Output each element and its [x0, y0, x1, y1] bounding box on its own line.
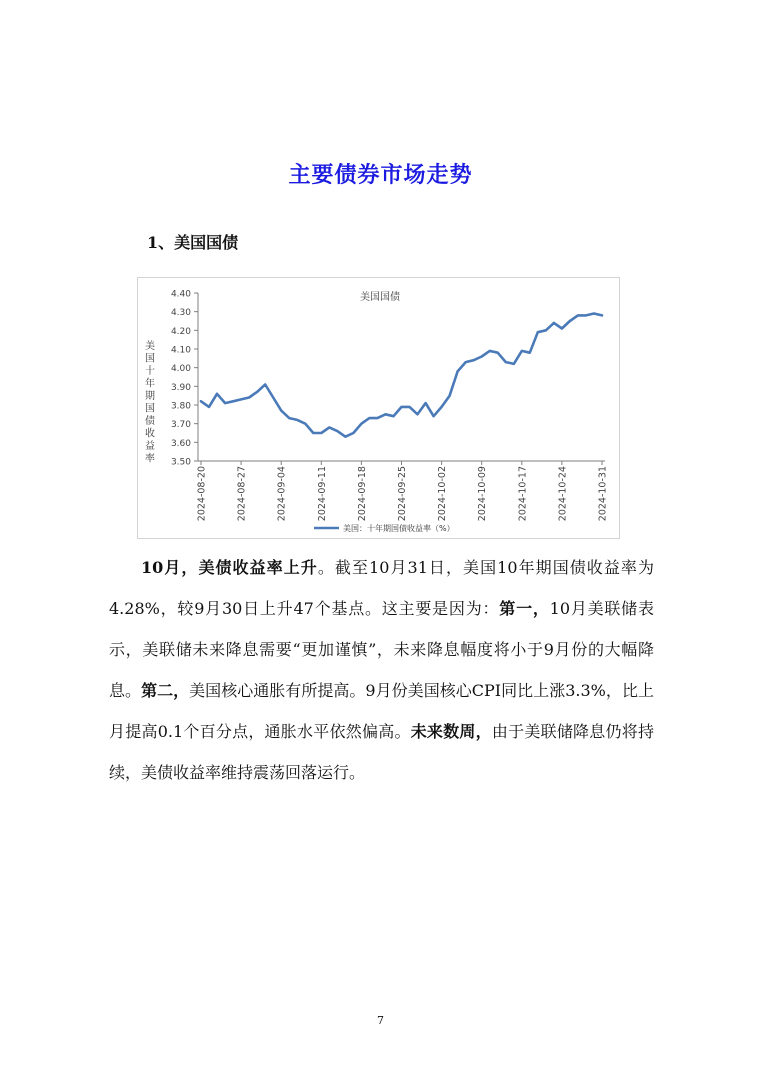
y-tick-label: 4.20 [170, 326, 191, 337]
lead-bold: 10月，美债收益率上升 [141, 558, 318, 577]
x-tick-label: 2024-08-20 [196, 466, 208, 522]
x-tick-label: 2024-10-09 [477, 466, 489, 522]
y-axis-label-char: 十 [145, 366, 155, 377]
legend-label: 美国：十年期国债收益率（%） [343, 524, 455, 533]
y-tick-label: 3.70 [170, 420, 191, 431]
x-tick-label: 2024-10-24 [557, 466, 569, 522]
outlook-text: 由于美联储降息仍将持续，美债收益率维持震荡回落运行。 [109, 722, 654, 782]
x-tick-label: 2024-10-02 [437, 466, 449, 522]
page-title: 主要债券市场走势 [288, 162, 473, 188]
y-tick-label: 3.80 [170, 401, 191, 412]
y-axis-label-char: 率 [145, 453, 155, 465]
x-tick-label: 2024-08-27 [236, 466, 248, 522]
y-axis-label-char: 债 [145, 416, 155, 427]
yield-line-chart [138, 278, 621, 540]
x-tick-label: 2024-10-17 [517, 466, 529, 522]
x-tick-label: 2024-09-25 [397, 466, 408, 522]
x-tick-label: 2024-09-11 [316, 466, 328, 522]
page-number: 7 [377, 1014, 384, 1027]
y-axis-label-char: 美 [145, 341, 155, 352]
y-tick-label: 4.30 [170, 308, 191, 319]
x-tick-label: 2024-10-31 [597, 466, 609, 522]
y-axis-label-char: 收 [145, 428, 155, 440]
y-axis-label-char: 年 [145, 378, 155, 390]
outlook-bold: 未来数周， [410, 722, 492, 741]
x-tick-label: 2024-09-04 [276, 466, 288, 522]
section-heading: 1、美国国债 [147, 233, 239, 252]
point-one-bold: 第一， [499, 599, 550, 618]
chart-title: 美国国债 [360, 292, 400, 303]
point-two-text: 美国核心通胀有所提高。9月份美国核心CPI同比上涨3.3%，比上月提高0.1个百分点，通胀水平依然偏高。 [109, 681, 654, 741]
series-line [201, 314, 602, 437]
y-tick-label: 3.50 [170, 457, 191, 468]
x-tick-label: 2024-09-18 [356, 466, 368, 522]
lead-text: 。截至10月31日，美国10年期国债收益率为4.28%，较9月30日上升47个基点。这主要是因为： [109, 558, 654, 618]
point-one-text: 10月美联储表示，美联储未来降息需要“更加谨慎”，未来降息幅度将小于9月份的大幅降息。 [109, 599, 654, 700]
y-tick-label: 3.60 [170, 438, 191, 449]
point-two-bold: 第二， [141, 681, 190, 700]
y-tick-label: 4.10 [170, 345, 191, 356]
y-axis-label-char: 益 [145, 441, 155, 452]
y-tick-label: 4.40 [170, 289, 191, 300]
y-axis-label-char: 国 [145, 353, 155, 365]
y-axis-label-char: 国 [145, 403, 155, 415]
y-axis-label-char: 期 [145, 391, 155, 402]
y-tick-label: 4.00 [170, 364, 191, 375]
y-tick-label: 3.90 [170, 382, 191, 393]
body-paragraph [109, 547, 654, 793]
chart-container [137, 277, 620, 539]
